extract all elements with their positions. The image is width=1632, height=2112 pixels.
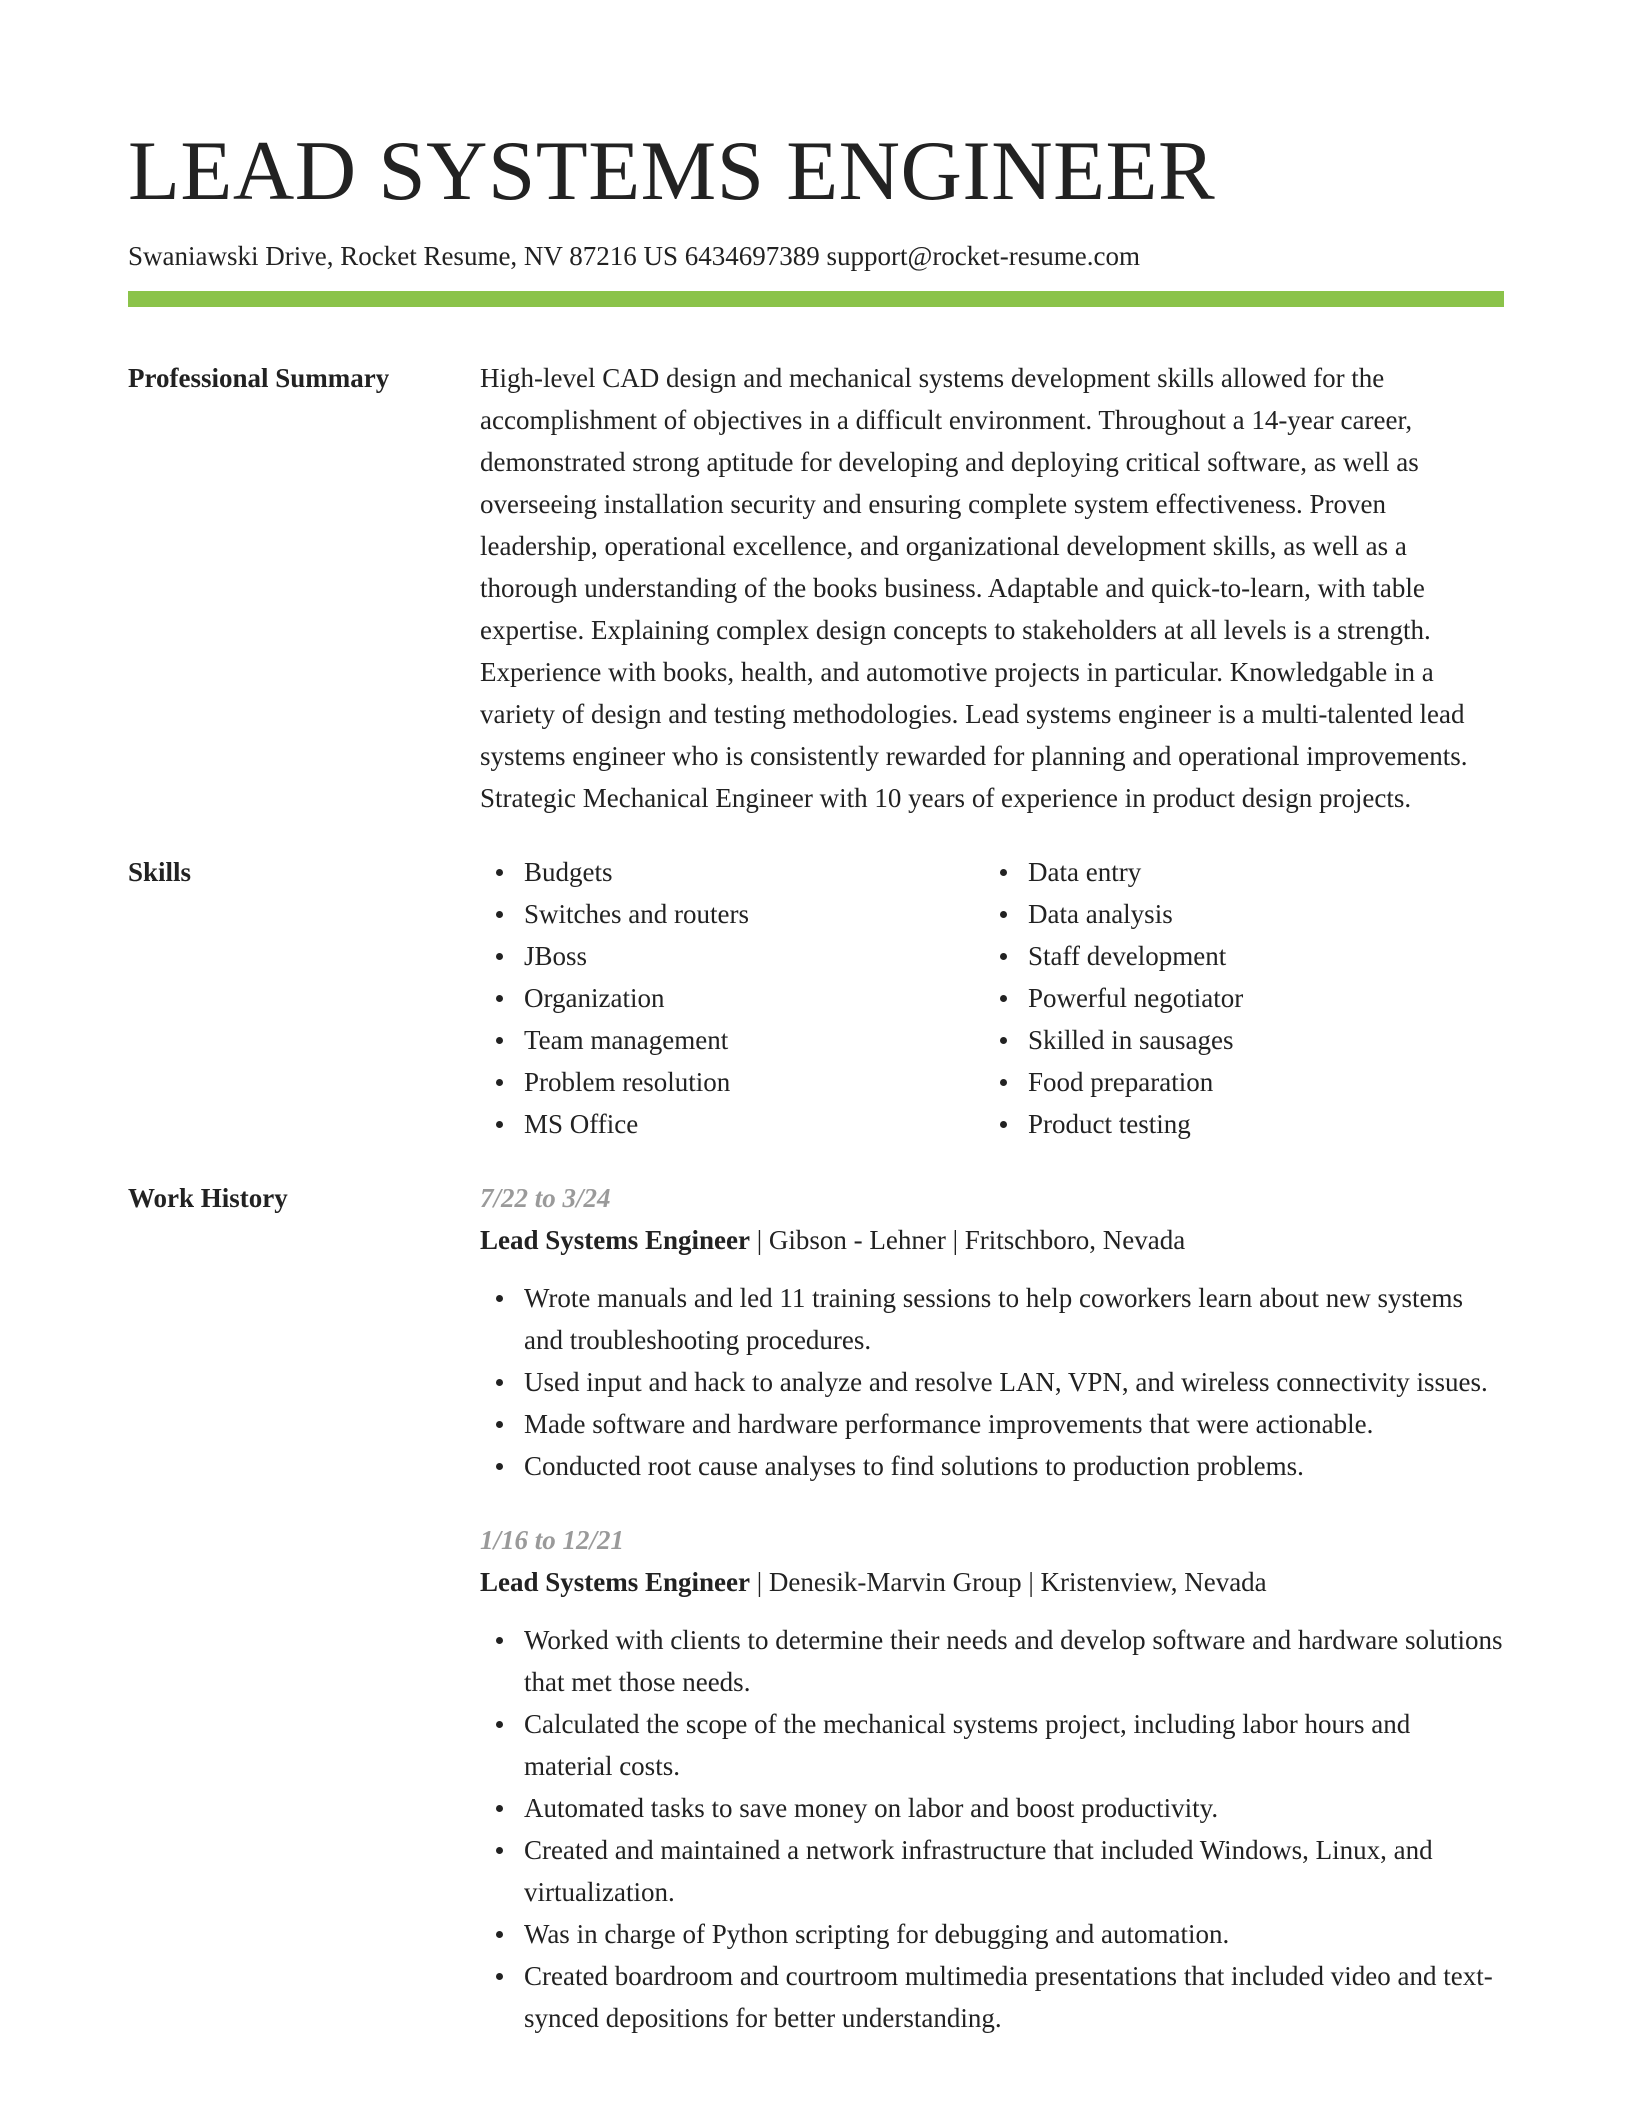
job-bullet: Conducted root cause analyses to find solutions to production problems. <box>480 1445 1504 1487</box>
skill-item: Product testing <box>984 1103 1488 1145</box>
skills-heading: Skills <box>128 857 192 887</box>
job-bullet: Wrote manuals and led 11 training sessions to help coworkers learn about new systems and troubleshooting procedures. <box>480 1277 1504 1361</box>
job-details: | Denesik-Marvin Group | Kristenview, Nevada <box>750 1567 1267 1597</box>
skills-list-left <box>480 851 984 1145</box>
work-history-section <box>128 1177 1504 2039</box>
job-bullet: Calculated the scope of the mechanical systems project, including labor hours and material costs. <box>480 1703 1504 1787</box>
job-header <box>480 1561 1504 1603</box>
job-bullet: Worked with clients to determine their needs and develop software and hardware solutions that met those needs. <box>480 1619 1504 1703</box>
resume-page <box>128 0 1504 2039</box>
job-bullets <box>480 1277 1504 1487</box>
job-bullet: Made software and hardware performance improvements that were actionable. <box>480 1403 1504 1445</box>
work-history-heading: Work History <box>128 1183 288 1213</box>
job-title: Lead Systems Engineer <box>480 1225 750 1255</box>
skill-item: Switches and routers <box>480 893 984 935</box>
job-dates: 7/22 to 3/24 <box>480 1183 611 1213</box>
job-dates: 1/16 to 12/21 <box>480 1525 625 1555</box>
summary-text: High-level CAD design and mechanical systems development skills allowed for the accomplishment of objectives in a difficult environment. Throughout a 14-year career, demonstrated strong aptitude for developing and deploying critical software, as well as overseeing installation security and ensuring complete system effectiveness. Proven leadership, operational excellence, and organizational development skills, as well as a thorough understanding of the books business. Adaptable and quick-to-learn, with table expertise. Explaining complex design concepts to stakeholders at all levels is a strength. Experience with books, health, and automotive projects in particular. Knowledgable in a variety of design and testing methodologies. Lead systems engineer is a multi-talented lead systems engineer who is consistently rewarded for planning and operational improvements. Strategic Mechanical Engineer with 10 years of experience in product design projects. <box>480 363 1468 813</box>
job-bullet: Created and maintained a network infrastructure that included Windows, Linux, and virtualization. <box>480 1829 1504 1913</box>
skill-item: Skilled in sausages <box>984 1019 1488 1061</box>
resume-name: LEAD SYSTEMS ENGINEER <box>128 124 1216 218</box>
skill-item: Budgets <box>480 851 984 893</box>
accent-rule <box>128 291 1504 307</box>
skill-item: Organization <box>480 977 984 1019</box>
skills-section <box>128 851 1504 1145</box>
skill-item: Staff development <box>984 935 1488 977</box>
job-bullet: Created boardroom and courtroom multimedia presentations that included video and text-synced depositions for better understanding. <box>480 1955 1504 2039</box>
skill-item: Team management <box>480 1019 984 1061</box>
skill-item: Data analysis <box>984 893 1488 935</box>
skill-item: MS Office <box>480 1103 984 1145</box>
job-header <box>480 1219 1504 1261</box>
skill-item: Data entry <box>984 851 1488 893</box>
job-bullet: Used input and hack to analyze and resolve LAN, VPN, and wireless connectivity issues. <box>480 1361 1504 1403</box>
summary-heading: Professional Summary <box>128 363 390 393</box>
job-entry <box>480 1177 1504 1487</box>
summary-section <box>128 357 1504 819</box>
skill-item: Problem resolution <box>480 1061 984 1103</box>
skill-item: JBoss <box>480 935 984 977</box>
contact-line: Swaniawski Drive, Rocket Resume, NV 87216 US 6434697389 support@rocket-resume.com <box>128 241 1140 271</box>
skills-list-right <box>984 851 1488 1145</box>
job-title: Lead Systems Engineer <box>480 1567 750 1597</box>
job-details: | Gibson - Lehner | Fritschboro, Nevada <box>750 1225 1186 1255</box>
job-bullet: Automated tasks to save money on labor and boost productivity. <box>480 1787 1504 1829</box>
skill-item: Food preparation <box>984 1061 1488 1103</box>
job-entry <box>480 1519 1504 2039</box>
job-bullets <box>480 1619 1504 2039</box>
skill-item: Powerful negotiator <box>984 977 1488 1019</box>
job-bullet: Was in charge of Python scripting for debugging and automation. <box>480 1913 1504 1955</box>
